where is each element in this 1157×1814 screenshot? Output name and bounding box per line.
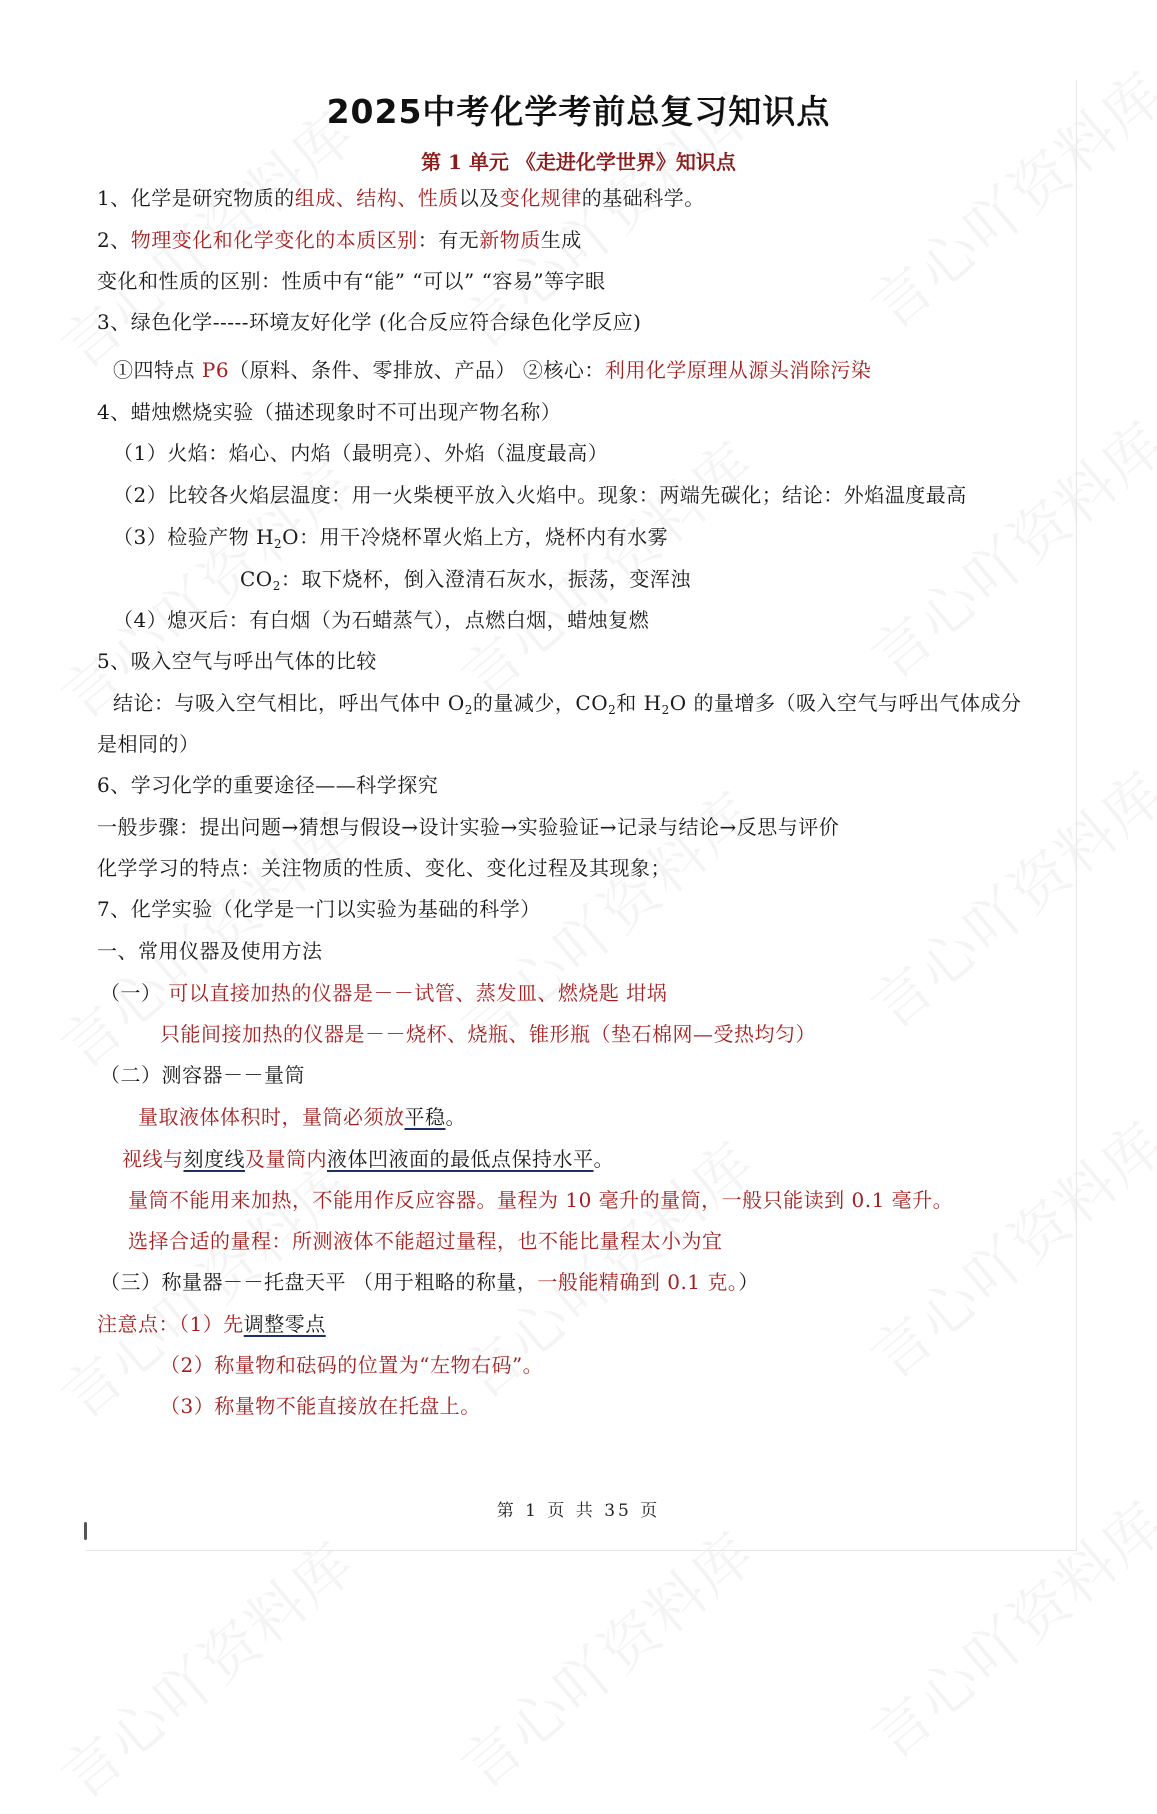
text-segment: 4、蜡烛燃烧实验（描述现象时不可出现产物名称） bbox=[97, 400, 562, 424]
scan-edge-mark bbox=[84, 1522, 87, 1540]
text-segment: ） bbox=[738, 1270, 759, 1294]
text-segment: ①四特点 bbox=[113, 358, 202, 382]
text-segment: （1）火焰：焰心、内焰（最明亮）、外焰（温度最高） bbox=[113, 441, 609, 465]
page-number-footer: 第 1 页 共 35 页 bbox=[496, 1501, 661, 1521]
text-line bbox=[97, 647, 377, 675]
text-line bbox=[97, 895, 541, 923]
text-segment: 2 bbox=[464, 703, 473, 717]
underlined-text: 调整零点 bbox=[243, 1312, 326, 1336]
text-line bbox=[97, 730, 200, 758]
text-line bbox=[160, 1020, 816, 1048]
text-segment: （3）检验产物 H bbox=[113, 525, 275, 549]
text-segment: 3、绿色化学-----环境友好化学 (化合反应符合绿色化学反应) bbox=[97, 310, 642, 334]
highlighted-text: （2）称量物和砝码的位置为“左物右码”。 bbox=[160, 1353, 544, 1377]
highlighted-text: 量取液体体积时，量筒必须放 bbox=[138, 1105, 405, 1129]
text-line bbox=[160, 1392, 481, 1420]
text-line bbox=[113, 606, 649, 634]
text-line bbox=[240, 565, 691, 600]
text-segment: 化学学习的特点：关注物质的性质、变化、变化过程及其现象； bbox=[97, 856, 671, 880]
text-line bbox=[100, 1061, 305, 1089]
text-segment: 是相同的） bbox=[97, 732, 200, 756]
unit-subtitle: 第 1 单元 《走进化学世界》知识点 bbox=[421, 150, 736, 174]
highlighted-text: 视线与 bbox=[122, 1147, 184, 1171]
highlighted-text: 注意点：（1）先 bbox=[97, 1312, 244, 1336]
text-segment: ：取下烧杯，倒入澄清石灰水，振荡，变浑浊 bbox=[280, 567, 691, 591]
text-segment: O：用干冷烧杯罩火焰上方，烧杯内有水雾 bbox=[282, 525, 669, 549]
text-line bbox=[97, 184, 705, 212]
underlined-text: 平稳 bbox=[404, 1105, 446, 1129]
highlighted-text: 只能间接加热的仪器是－－烧杯、烧瓶、锥形瓶（垫石棉网—受热均匀） bbox=[160, 1022, 816, 1046]
text-segment: 的量减少，CO bbox=[472, 691, 609, 715]
watermark-text bbox=[440, 1509, 770, 1805]
text-line bbox=[138, 1103, 466, 1131]
highlighted-text: 利用化学原理从源头消除污染 bbox=[604, 358, 872, 382]
highlighted-text: 一般能精确到 0.1 克。 bbox=[537, 1270, 739, 1294]
text-segment: 2 bbox=[272, 579, 281, 593]
highlighted-text: 组成、结构、性质 bbox=[294, 186, 459, 210]
text-segment: 以及 bbox=[458, 186, 500, 210]
text-segment: 生成 bbox=[540, 228, 582, 252]
text-line bbox=[100, 979, 667, 1007]
text-line bbox=[100, 1268, 759, 1296]
text-line bbox=[97, 226, 582, 254]
text-segment: 结论：与吸入空气相比，呼出气体中 O bbox=[113, 691, 465, 715]
text-segment: 。 bbox=[445, 1105, 466, 1129]
text-line bbox=[128, 1227, 723, 1255]
text-line bbox=[128, 1186, 953, 1214]
underlined-text: 液体凹液面的最低点保持水平 bbox=[327, 1147, 594, 1171]
text-segment: 变化和性质的区别：性质中有“能” “可以” “容易”等字眼 bbox=[97, 269, 606, 293]
highlighted-text: 变化规律 bbox=[499, 186, 582, 210]
text-line bbox=[113, 523, 668, 558]
text-segment: 5、吸入空气与呼出气体的比较 bbox=[97, 649, 377, 673]
text-line bbox=[113, 356, 871, 384]
text-segment: 2 bbox=[661, 703, 670, 717]
text-segment: （三）称量器－－托盘天平 （用于粗略的称量， bbox=[100, 1270, 538, 1294]
text-segment: 的基础科学。 bbox=[581, 186, 705, 210]
text-segment: 和 H bbox=[616, 691, 662, 715]
text-segment: 7、化学实验（化学是一门以实验为基础的科学） bbox=[97, 897, 541, 921]
text-segment: CO bbox=[240, 567, 273, 591]
text-segment: （4）熄灭后：有白烟（为石蜡蒸气），点燃白烟，蜡烛复燃 bbox=[113, 608, 650, 632]
text-segment: 一般步骤：提出问题→猜想与假设→设计实验→实验验证→记录与结论→反思与评价 bbox=[97, 815, 840, 839]
text-line bbox=[122, 1145, 614, 1173]
underlined-text: 刻度线 bbox=[183, 1147, 245, 1171]
text-segment: ：有无 bbox=[417, 228, 480, 252]
document-title: 2025中考化学考前总复习知识点 bbox=[326, 92, 831, 131]
highlighted-text: （3）称量物不能直接放在托盘上。 bbox=[160, 1394, 481, 1418]
text-segment: （原料、条件、零排放、产品） ②核心： bbox=[229, 358, 605, 382]
text-segment: 2 bbox=[608, 703, 617, 717]
watermark-text bbox=[40, 1519, 370, 1814]
text-segment: （2）比较各火焰层温度：用一火柴梗平放入火焰中。现象：两端先碳化；结论：外焰温度最高 bbox=[113, 483, 967, 507]
text-segment: 2 bbox=[274, 537, 283, 551]
text-line bbox=[113, 689, 1021, 724]
text-line bbox=[97, 1310, 326, 1338]
text-line bbox=[97, 854, 671, 882]
text-segment: 6、学习化学的重要途径——科学探究 bbox=[97, 773, 439, 797]
text-line bbox=[113, 439, 608, 467]
highlighted-text: 及量筒内 bbox=[245, 1147, 327, 1171]
highlighted-text: 新物质 bbox=[479, 228, 541, 252]
highlighted-text: 选择合适的量程：所测液体不能超过量程，也不能比量程太小为宜 bbox=[128, 1229, 723, 1253]
text-line bbox=[97, 813, 839, 841]
highlighted-text: 可以直接加热的仪器是－－试管、蒸发皿、燃烧匙 坩埚 bbox=[168, 981, 668, 1005]
text-line bbox=[97, 771, 438, 799]
highlighted-text: 物理变化和化学变化的本质区别 bbox=[130, 228, 418, 252]
highlighted-text: P6 bbox=[201, 358, 230, 382]
text-segment: （二）测容器－－量筒 bbox=[100, 1063, 305, 1087]
text-line bbox=[97, 937, 323, 965]
text-line bbox=[113, 481, 967, 509]
text-segment: 2、 bbox=[97, 228, 131, 252]
text-line bbox=[97, 267, 606, 295]
text-line bbox=[160, 1351, 543, 1379]
text-segment: （一） bbox=[100, 981, 169, 1005]
highlighted-text: 量筒不能用来加热，不能用作反应容器。量程为 10 毫升的量筒，一般只能读到 0.1 毫升。 bbox=[128, 1188, 954, 1212]
text-segment: O 的量增多（吸入空气与呼出气体成分 bbox=[669, 691, 1022, 715]
text-segment: 。 bbox=[593, 1147, 614, 1171]
text-line bbox=[97, 308, 641, 336]
text-segment: 1、化学是研究物质的 bbox=[97, 186, 295, 210]
text-segment: 一、常用仪器及使用方法 bbox=[97, 939, 323, 963]
text-line bbox=[97, 398, 561, 426]
